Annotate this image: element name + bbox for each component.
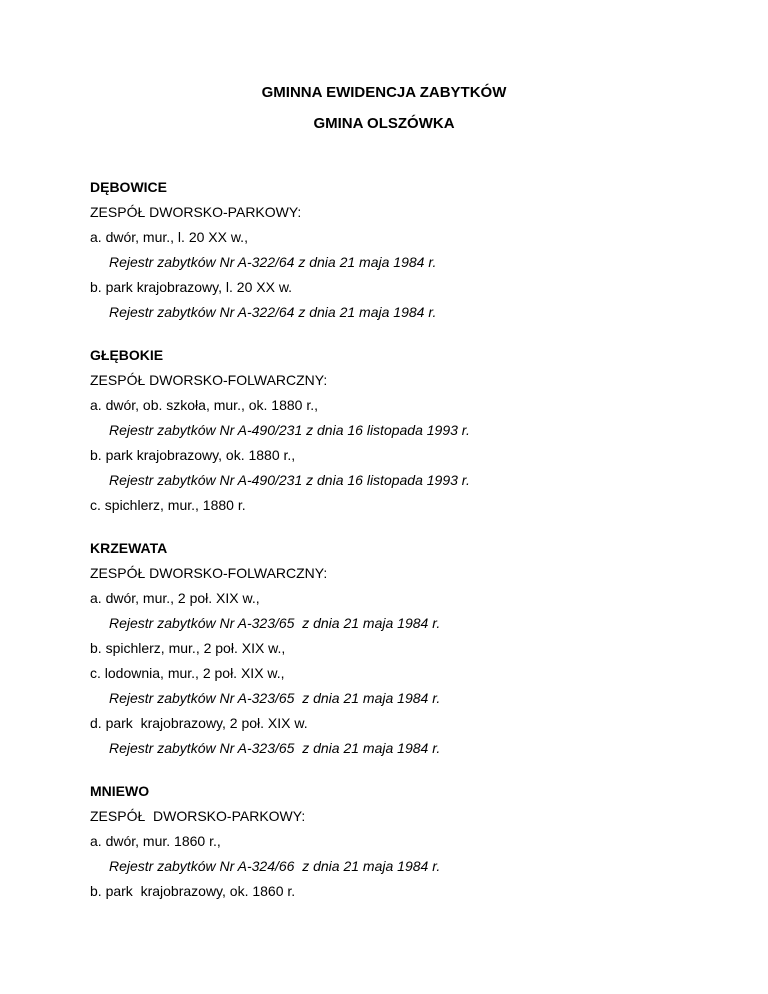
monument-item: d. park krajobrazowy, 2 poł. XIX w. — [90, 715, 308, 731]
village-name: KRZEWATA — [90, 540, 168, 556]
register-note: Rejestr zabytków Nr A-322/64 z dnia 21 maja 1984 r. — [109, 304, 437, 320]
monument-item: b. spichlerz, mur., 2 poł. XIX w., — [90, 640, 286, 656]
register-note: Rejestr zabytków Nr A-323/65 z dnia 21 maja 1984 r. — [109, 615, 441, 631]
monument-item: a. dwór, mur. 1860 r., — [90, 833, 221, 849]
village-name: GŁĘBOKIE — [90, 347, 164, 363]
village-section — [90, 783, 730, 900]
village-name: MNIEWO — [90, 783, 150, 799]
monument-item: b. park krajobrazowy, l. 20 XX w. — [90, 279, 293, 295]
monument-item: c. lodownia, mur., 2 poł. XIX w., — [90, 665, 285, 681]
register-content — [90, 179, 730, 900]
ensemble-heading: ZESPÓŁ DWORSKO-PARKOWY: — [90, 204, 302, 220]
register-note: Rejestr zabytków Nr A-490/231 z dnia 16 listopada 1993 r. — [109, 422, 470, 438]
village-section — [90, 179, 730, 321]
document-subtitle: GMINA OLSZÓWKA — [313, 115, 455, 132]
register-note: Rejestr zabytków Nr A-323/65 z dnia 21 maja 1984 r. — [109, 740, 441, 756]
register-note: Rejestr zabytków Nr A-324/66 z dnia 21 maja 1984 r. — [109, 858, 441, 874]
monument-item: a. dwór, mur., l. 20 XX w., — [90, 229, 248, 245]
monument-item: a. dwór, mur., 2 poł. XIX w., — [90, 590, 260, 606]
document-title: GMINNA EWIDENCJA ZABYTKÓW — [261, 84, 507, 101]
ensemble-heading: ZESPÓŁ DWORSKO-FOLWARCZNY: — [90, 372, 328, 388]
village-section — [90, 347, 730, 514]
register-note: Rejestr zabytków Nr A-322/64 z dnia 21 maja 1984 r. — [109, 254, 437, 270]
register-note: Rejestr zabytków Nr A-490/231 z dnia 16 listopada 1993 r. — [109, 472, 470, 488]
monument-item: b. park krajobrazowy, ok. 1860 r. — [90, 883, 296, 899]
village-section — [90, 540, 730, 757]
ensemble-heading: ZESPÓŁ DWORSKO-FOLWARCZNY: — [90, 565, 328, 581]
ensemble-heading: ZESPÓŁ DWORSKO-PARKOWY: — [90, 808, 306, 824]
monument-item: c. spichlerz, mur., 1880 r. — [90, 497, 246, 513]
monument-item: b. park krajobrazowy, ok. 1880 r., — [90, 447, 296, 463]
monument-item: a. dwór, ob. szkoła, mur., ok. 1880 r., — [90, 397, 319, 413]
village-name: DĘBOWICE — [90, 179, 167, 195]
register-note: Rejestr zabytków Nr A-323/65 z dnia 21 maja 1984 r. — [109, 690, 441, 706]
